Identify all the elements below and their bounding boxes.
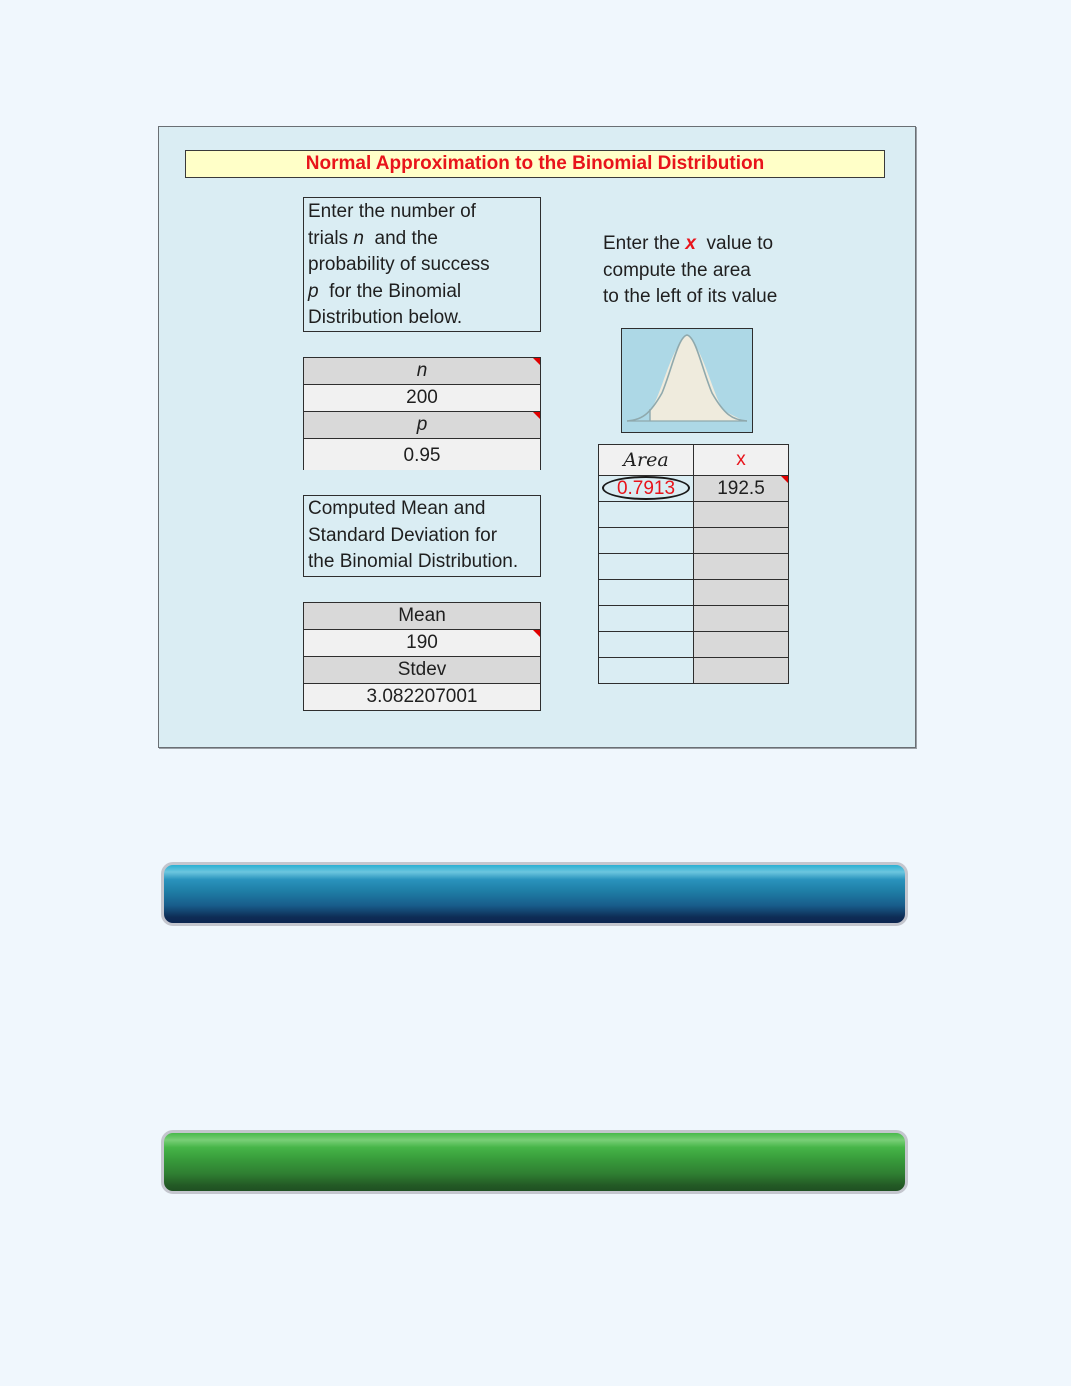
text: Enter the bbox=[603, 233, 686, 254]
table-row bbox=[599, 658, 789, 684]
stdev-value: 3.082207001 bbox=[304, 684, 540, 710]
normal-curve-icon bbox=[621, 328, 753, 433]
table-header-row bbox=[599, 445, 789, 476]
text: and the bbox=[363, 227, 438, 249]
table-row bbox=[599, 554, 789, 580]
x-input-cell[interactable] bbox=[694, 658, 789, 684]
computed-grid bbox=[303, 602, 541, 711]
text: value to bbox=[695, 233, 774, 254]
instruction-line: to the left of its value bbox=[603, 286, 778, 307]
area-value: 0.7913 bbox=[616, 477, 676, 499]
area-header: Area bbox=[599, 445, 694, 476]
comment-indicator-icon[interactable] bbox=[533, 412, 540, 419]
comment-indicator-icon[interactable] bbox=[533, 358, 540, 365]
worksheet-panel bbox=[158, 126, 916, 748]
mean-value-text: 190 bbox=[406, 632, 438, 653]
comment-indicator-icon[interactable] bbox=[533, 630, 540, 637]
p-label bbox=[304, 412, 540, 439]
green-header-bar bbox=[161, 1130, 908, 1194]
instruction-line bbox=[603, 231, 777, 258]
text: trials bbox=[308, 227, 354, 249]
table-row bbox=[599, 632, 789, 658]
area-table bbox=[598, 444, 789, 684]
n-input[interactable]: 200 bbox=[304, 385, 540, 412]
instruction-line: Distribution below. bbox=[308, 307, 463, 328]
area-cell bbox=[599, 580, 694, 606]
var-p: p bbox=[308, 280, 319, 302]
normal-curve-graphic bbox=[622, 329, 752, 432]
computed-instructions bbox=[303, 495, 541, 577]
x-instructions bbox=[603, 231, 777, 311]
mean-value bbox=[304, 630, 540, 657]
table-row bbox=[599, 502, 789, 528]
var-n: n bbox=[353, 227, 364, 249]
area-cell bbox=[599, 502, 694, 528]
x-input-cell[interactable] bbox=[694, 502, 789, 528]
x-input-cell[interactable] bbox=[694, 580, 789, 606]
area-cell bbox=[599, 632, 694, 658]
input-instructions bbox=[303, 197, 541, 332]
x-input-cell[interactable] bbox=[694, 632, 789, 658]
comment-indicator-icon[interactable] bbox=[781, 476, 788, 483]
table-row bbox=[599, 606, 789, 632]
area-cell bbox=[599, 476, 694, 502]
instruction-line: Computed Mean and bbox=[308, 498, 486, 519]
table-row bbox=[599, 580, 789, 606]
area-cell bbox=[599, 528, 694, 554]
p-label-text: p bbox=[416, 414, 428, 435]
n-label bbox=[304, 358, 540, 385]
table-row bbox=[599, 528, 789, 554]
mean-label: Mean bbox=[304, 603, 540, 630]
n-label-text: n bbox=[416, 360, 428, 381]
x-input-cell[interactable] bbox=[694, 476, 789, 502]
x-input-cell[interactable] bbox=[694, 606, 789, 632]
instruction-line: Enter the number of bbox=[308, 201, 476, 222]
x-value[interactable]: 192.5 bbox=[717, 477, 765, 499]
instruction-line: the Binomial Distribution. bbox=[308, 551, 519, 572]
instruction-line bbox=[308, 226, 540, 253]
var-x: x bbox=[685, 233, 696, 254]
instruction-line: compute the area bbox=[603, 259, 751, 281]
stdev-label: Stdev bbox=[304, 657, 540, 684]
x-input-cell[interactable] bbox=[694, 528, 789, 554]
area-cell bbox=[599, 606, 694, 632]
x-input-cell[interactable] bbox=[694, 554, 789, 580]
x-header: x bbox=[694, 445, 789, 476]
area-cell bbox=[599, 554, 694, 580]
instruction-line bbox=[308, 279, 540, 306]
p-input[interactable]: 0.95 bbox=[304, 439, 540, 470]
page-title: Normal Approximation to the Binomial Distribution bbox=[185, 150, 885, 178]
instruction-line: probability of success bbox=[308, 254, 490, 275]
table-row bbox=[599, 476, 789, 502]
inputs-grid bbox=[303, 357, 541, 470]
area-cell bbox=[599, 658, 694, 684]
text: for the Binomial bbox=[318, 280, 462, 302]
instruction-line: Standard Deviation for bbox=[308, 524, 498, 546]
blue-header-bar bbox=[161, 862, 908, 926]
